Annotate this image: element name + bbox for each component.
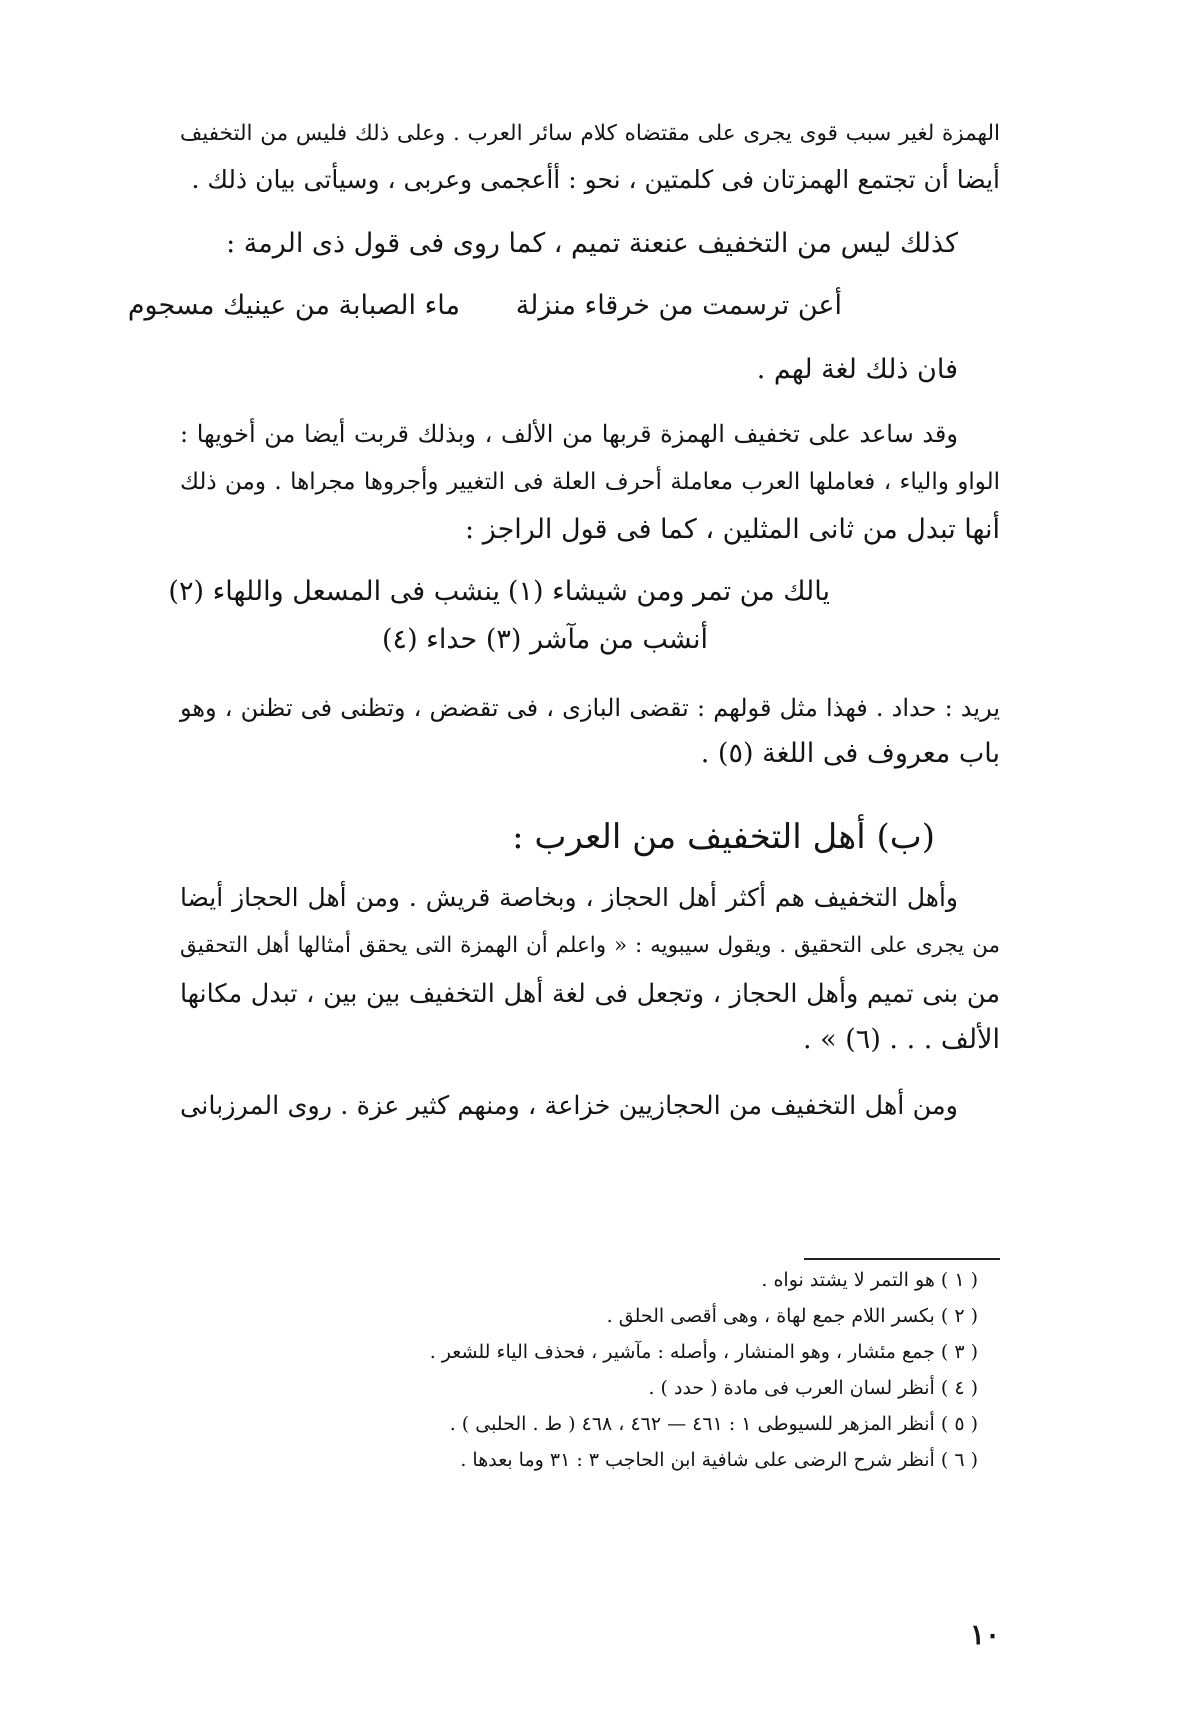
text-line: أنها تبدل من ثانى المثلين ، كما فى قول الراجز : — [465, 514, 1000, 545]
text-line: باب معروف فى اللغة (٥) . — [700, 738, 1000, 769]
footnote-separator — [804, 1258, 1000, 1260]
verse-hemistich: ينشب فى المسعل واللهاء (٢) — [168, 576, 500, 607]
verse-hemistich: ماء الصبابة من عينيك مسجوم — [127, 290, 460, 321]
footnote: ( ٣ ) جمع مئشار ، وهو المنشار ، وأصله : مآشير ، فحذف الياء للشعر . — [429, 1341, 978, 1363]
verse-hemistich: يالك من تمر ومن شيشاء (١) — [507, 576, 830, 607]
text-line: وقد ساعد على تخفيف الهمزة قربها من الألف ، وبذلك قربت أيضا من أخويها : — [180, 420, 958, 448]
page-number: ١٠ — [969, 1618, 1000, 1651]
text-line: أيضا أن تجتمع الهمزتان فى كلمتين ، نحو : أأعجمى وعربى ، وسيأتى بيان ذلك . — [191, 165, 1000, 194]
text-line: يريد : حداد . فهذا مثل قولهم : تقضى البازى ، فى تقضض ، وتظنى فى تظنن ، وهو — [180, 694, 1000, 722]
text-line: الهمزة لغير سبب قوى يجرى على مقتضاه كلام سائر العرب . وعلى ذلك فليس من التخفيف — [180, 121, 1000, 146]
text-line: الواو والياء ، فعاملها العرب معاملة أحرف العلة فى التغيير وأجروها مجراها . ومن ذلك — [180, 469, 1000, 495]
verse-hemistich: أعن ترسمت من خرقاء منزلة — [515, 290, 842, 321]
footnote: ( ١ ) هو التمر لا يشتد نواه . — [761, 1269, 978, 1291]
text-line: ومن أهل التخفيف من الحجازيين خزاعة ، ومنهم كثير عزة . روى المرزبانى — [180, 1091, 958, 1121]
text-line: وأهل التخفيف هم أكثر أهل الحجاز ، وبخاصة قريش . ومن أهل الحجاز أيضا — [180, 883, 958, 912]
footnote: ( ٦ ) أنظر شرح الرضى على شافية ابن الحاجب ٣ : ٣١ وما بعدها . — [460, 1449, 978, 1471]
footnote: ( ٢ ) بكسر اللام جمع لهاة ، وهى أقصى الحلق . — [606, 1305, 978, 1327]
verse-hemistich: أنشب من مآشر (٣) حداء (٤) — [382, 624, 708, 655]
footnote: ( ٤ ) أنظر لسان العرب فى مادة ( حدد ) . — [648, 1377, 978, 1399]
text-line: فان ذلك لغة لهم . — [756, 354, 958, 385]
text-line: من يجرى على التحقيق . ويقول سيبويه : « واعلم أن الهمزة التى يحقق أمثالها أهل التحقيق — [180, 933, 1000, 958]
text-line: الألف . . . (٦) » . — [802, 1024, 1000, 1055]
text-line: من بنى تميم وأهل الحجاز ، وتجعل فى لغة أهل التخفيف بين بين ، تبدل مكانها — [180, 979, 1000, 1009]
text-line: كذلك ليس من التخفيف عنعنة تميم ، كما روى فى قول ذى الرمة : — [226, 228, 958, 259]
footnote: ( ٥ ) أنظر المزهر للسيوطى ١ : ٤٦١ — ٤٦٢ ، ٤٦٨ ( ط . الحلبى ) . — [449, 1413, 978, 1435]
section-heading: (ب) أهل التخفيف من العرب : — [512, 817, 935, 857]
